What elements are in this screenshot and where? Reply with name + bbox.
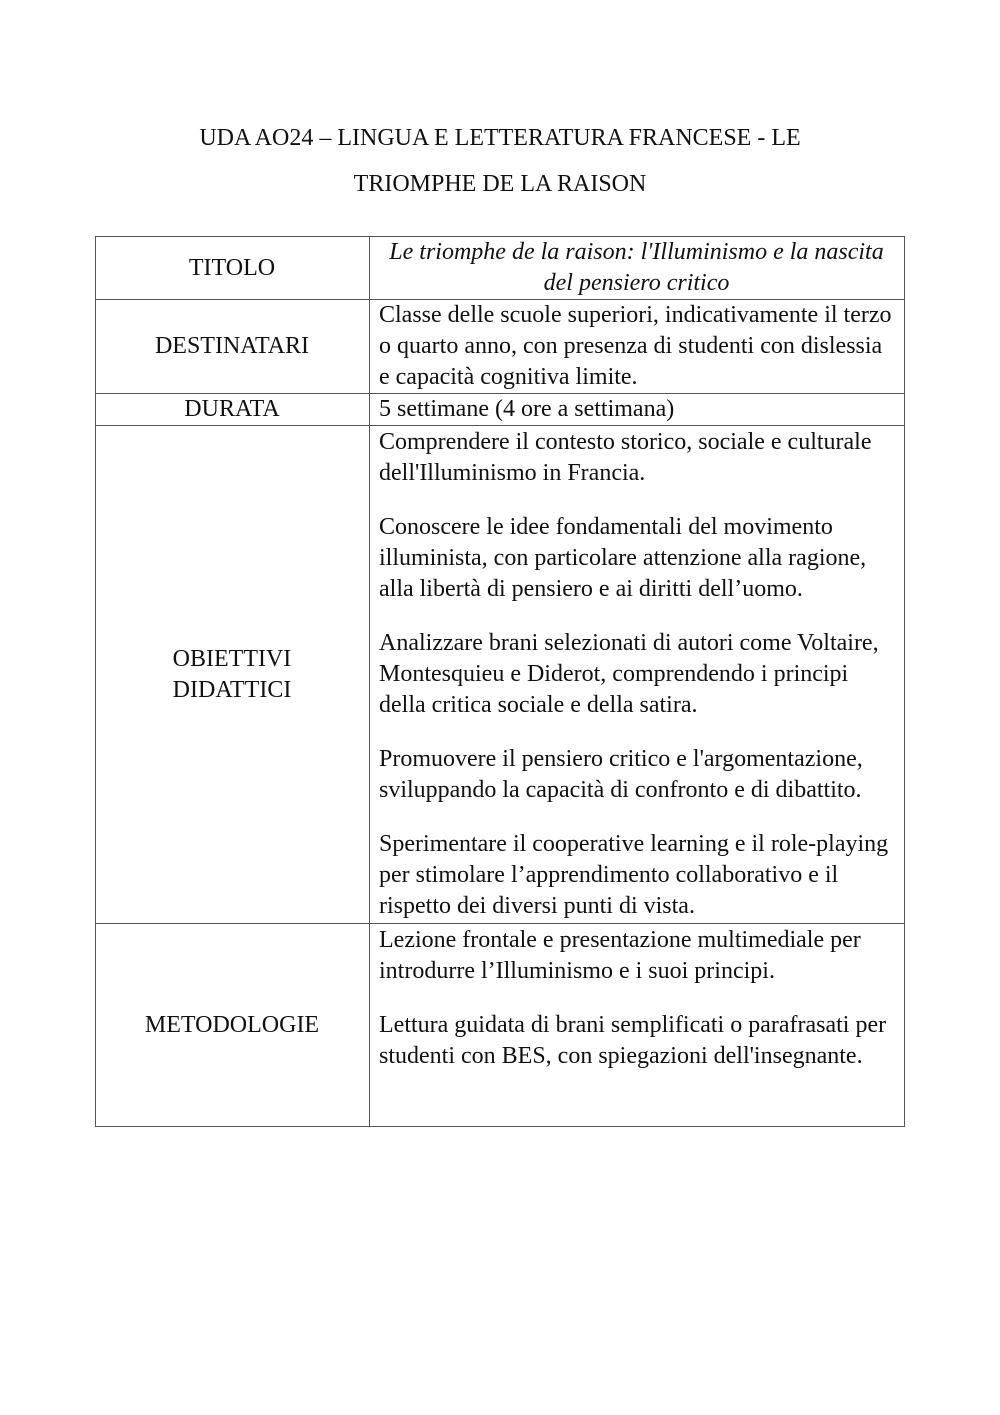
obiettivo-item: Promuovere il pensiero critico e l'argomentazione, sviluppando la capacità di confronto e di dibattito. [379,746,863,803]
metodologie-value [370,924,905,1127]
metodologia-item: Lezione frontale e presentazione multimediale per introdurre l’Illuminismo e i suoi principi. [379,927,861,984]
obiettivo-item: Sperimentare il cooperative learning e il role-playing per stimolare l’apprendimento collaborativo e il rispetto dei diversi punti di vista. [379,831,889,919]
table-row-obiettivi [96,426,905,924]
destinatari-label: DESTINATARI [96,300,370,394]
obiettivi-label-line-2: DIDATTICI [172,676,292,703]
uda-table [95,236,905,1127]
durata-label: DURATA [96,394,370,426]
obiettivi-label-line-1: OBIETTIVI [172,645,292,672]
metodologie-label: METODOLOGIE [96,924,370,1127]
obiettivo-item: Comprendere il contesto storico, sociale e culturale dell'Illuminismo in Francia. [379,429,872,486]
obiettivi-label [96,426,370,924]
metodologia-item: Lettura guidata di brani semplificati o parafrasati per studenti con BES, con spiegazioni dell'insegnante. [379,1012,887,1069]
table-row-metodologie [96,924,905,1127]
obiettivi-value [370,426,905,924]
destinatari-value: Classe delle scuole superiori, indicativamente il terzo o quarto anno, con presenza di studenti con dislessia e capacità cognitiva limite. [370,300,905,394]
obiettivo-item: Conoscere le idee fondamentali del movimento illuminista, con particolare attenzione alla ragione, alla libertà di pensiero e ai diritti dell’uomo. [379,514,867,602]
table-row-destinatari [96,300,905,394]
table-row-durata [96,394,905,426]
document-title-line-1: UDA AO24 – LINGUA E LETTERATURA FRANCESE - LE [199,125,801,151]
obiettivo-item: Analizzare brani selezionati di autori come Voltaire, Montesquieu e Diderot, comprendendo i principi della critica sociale e della satira. [379,630,879,718]
durata-value: 5 settimane (4 ore a settimana) [370,394,905,426]
titolo-label: TITOLO [96,237,370,300]
document-title-line-2: TRIOMPHE DE LA RAISON [353,171,647,197]
table-row-titolo [96,237,905,300]
document-title [95,115,905,207]
titolo-value: Le triomphe de la raison: l'Illuminismo e la nascita del pensiero critico [370,237,905,300]
